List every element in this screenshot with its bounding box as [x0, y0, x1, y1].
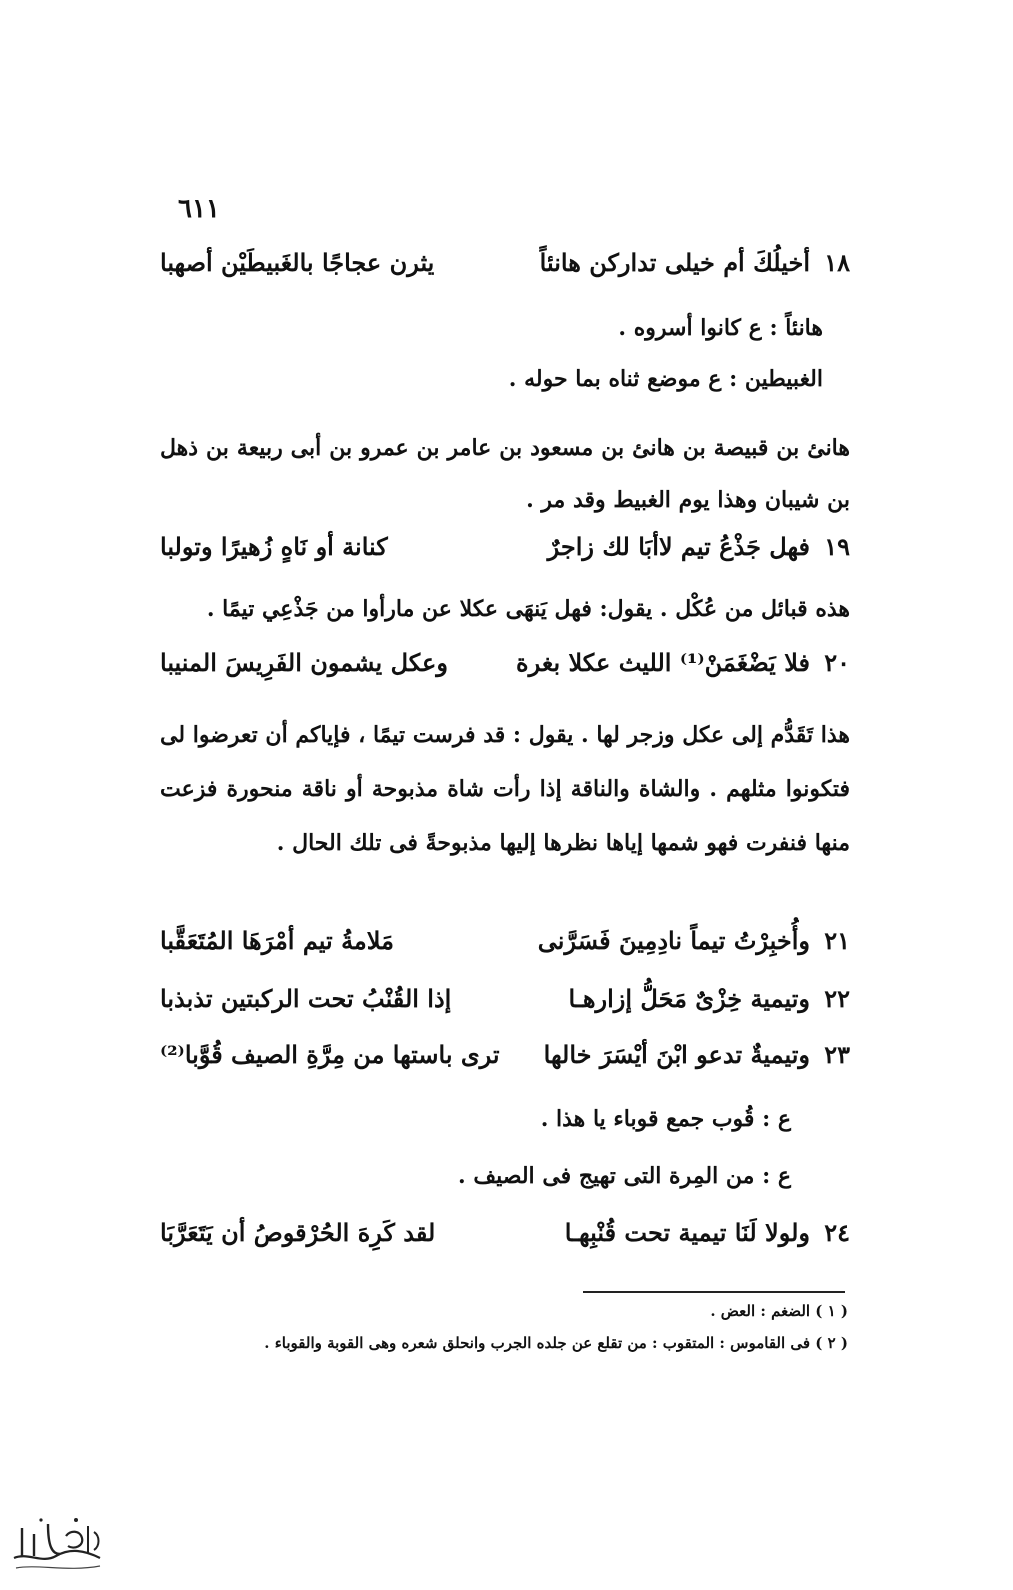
verse-20: [160, 648, 850, 682]
verse-hemistich-second: لقد كَرِهَ الحُرْقوصُ أن يَتَعَرَّبَا: [160, 1218, 436, 1247]
verse-number: ٢١: [824, 926, 850, 955]
verse-hemistich-second: إذا القُنْبُ تحت الركبتين تذبذبا: [160, 984, 452, 1013]
verse-number: ٢٤: [824, 1218, 850, 1247]
gloss-note: ع : قُوب جمع قوباء يا هذا .: [540, 1106, 791, 1132]
footnote: ( ١ ) الضغم : العض .: [710, 1302, 848, 1320]
verse-18: [160, 248, 850, 282]
gloss-note: ع : من المِرة التى تهيج فى الصيف .: [458, 1163, 791, 1189]
verse-number: ٢٣: [824, 1040, 850, 1069]
verse-hemistich-second: ترى باستها من مِرَّةِ الصيف قُوَّبا⁽²⁾: [160, 1040, 500, 1069]
footnote: ( ٢ ) فى القاموس : المتقوب : من تقلع عن جلده الجرب وانحلق شعره وهى القوبة والقوباء .: [264, 1334, 848, 1352]
gloss-note: هانئاً : ع كانوا أسروه .: [618, 315, 823, 341]
commentary-paragraph: هذا تَقَدُّم إلى عكل وزجر لها . يقول : قد فرست تيمًا ، فإياكم أن تعرضوا لى فتكونوا مثلهم . والشاة والناقة إذا رأت شاة مذبوحة أو ناقة منحورة فزعت منها فنفرت فهو شمها إياها نظرها إليها مذبوحةً فى تلك الحال .: [160, 722, 850, 856]
verse-number: ٢٢: [824, 984, 850, 1013]
verse-hemistich-first: وأُخبِرْتُ تيماً نادِمِينَ فَسَرَّنى: [537, 926, 810, 955]
verse-number: ٢٠: [824, 648, 850, 677]
verse-21: [160, 926, 850, 960]
verse-hemistich-first: وتيمية خِزْىٌ مَحَلُّ إزارهـا: [568, 984, 810, 1013]
verse-23: [160, 1040, 850, 1074]
page-number: ٦١١: [178, 194, 220, 224]
verse-19: [160, 532, 850, 566]
verse-number: ١٨: [824, 248, 850, 277]
verse-hemistich-second: كنانة أو نَاهٍ زُهيرًا وتولبا: [160, 532, 388, 561]
verse-hemistich-first: فهل جَذْعُ تيم لاأبَا لك زاجرٌ: [547, 532, 810, 561]
footnote-divider: [583, 1291, 845, 1293]
verse-hemistich-first: ولولا لَنَا تيمية تحت قُنْبِهـا: [564, 1218, 810, 1247]
verse-hemistich-first: وتيميةٌ تدعو ابْنَ أيْسَرَ خالها: [543, 1040, 810, 1069]
verse-hemistich-first: فلا يَضْغَمَنْ⁽¹⁾ الليث عكلا بغرة: [516, 648, 810, 677]
verse-22: [160, 984, 850, 1018]
commentary-paragraph: هانئ بن قبيصة بن هانئ بن مسعود بن عامر بن عمرو بن أبى ربيعة بن ذهل بن شيبان وهذا يوم الغبيط وقد مر .: [160, 435, 850, 513]
verse-24: [160, 1218, 850, 1252]
verse-hemistich-first: أخيلُكَ أم خيلى تداركن هانئاً: [539, 248, 810, 277]
commentary-paragraph: هذه قبائل من عُكْل . يقول: فهل يَنهَى عكلا عن مارأوا من جَذْعِي تيمًا .: [206, 596, 850, 622]
gloss-note: الغبيطين : ع موضع ثناه بما حوله .: [508, 366, 823, 392]
verse-hemistich-second: مَلامةُ تيم أمْرَهَا المُتَعَقَّبا: [160, 926, 394, 955]
library-stamp-logo: [8, 1506, 106, 1576]
verse-number: ١٩: [824, 532, 850, 561]
verse-hemistich-second: وعكل يشمون الفَرِيسَ المنيبا: [160, 648, 448, 677]
verse-hemistich-second: يثرن عجاجًا بالغَبيطَيْن أصهبا: [160, 248, 435, 277]
